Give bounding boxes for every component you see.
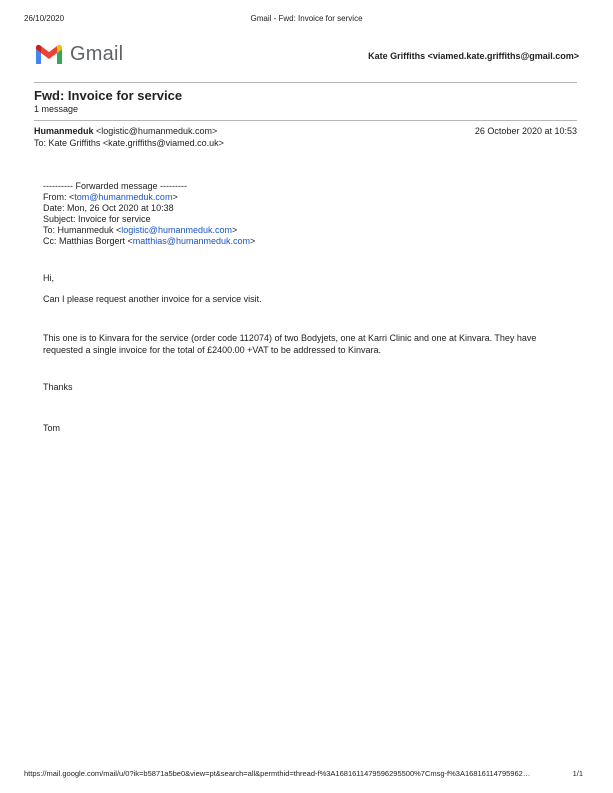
body-greeting: Hi, xyxy=(43,273,54,283)
message-to: To: Kate Griffiths <kate.griffiths@viamed.co.uk> xyxy=(34,138,224,148)
forward-cc-link[interactable]: matthias@humanmeduk.com xyxy=(132,236,250,246)
body-paragraph-1: Can I please request another invoice for a service visit. xyxy=(43,294,262,304)
forward-to-label: To: Humanmeduk < xyxy=(43,225,122,235)
message-count: 1 message xyxy=(34,104,79,114)
divider xyxy=(34,82,577,83)
sender-email: <logistic@humanmeduk.com> xyxy=(96,126,218,136)
print-title: Gmail - Fwd: Invoice for service xyxy=(250,14,363,23)
forward-cc-label: Cc: Matthias Borgert < xyxy=(43,236,133,246)
gmail-wordmark: Gmail xyxy=(70,43,124,65)
forward-from-suffix: > xyxy=(172,192,178,202)
forward-from-label: From: < xyxy=(43,192,75,202)
sender-name: Humanmeduk xyxy=(34,126,94,136)
forward-from-link[interactable]: tom@humanmeduk.com xyxy=(74,192,173,202)
body-signature: Tom xyxy=(43,423,61,433)
gmail-logo-icon xyxy=(34,43,64,66)
forward-marker: ---------- Forwarded message --------- xyxy=(43,181,187,191)
gmail-logo[interactable] xyxy=(34,43,123,66)
forward-to-link[interactable]: logistic@humanmeduk.com xyxy=(121,225,232,235)
print-page-number: 1/1 xyxy=(572,769,583,778)
print-date: 26/10/2020 xyxy=(24,14,65,23)
body-paragraph-2-line-2: requested a single invoice for the total of £2400.00 +VAT to be addressed to Kinvara. xyxy=(43,345,381,355)
account-label: Kate Griffiths <viamed.kate.griffiths@gmail.com> xyxy=(368,51,579,61)
thread-subject: Fwd: Invoice for service xyxy=(34,88,183,103)
divider xyxy=(34,120,577,121)
message-from xyxy=(34,126,217,136)
forward-to-suffix: > xyxy=(231,225,238,235)
print-footer-url: https://mail.google.com/mail/u/0?ik=b5871a5be0&view=pt&search=all&permthid=thread-f%3A1681611479596295500%7Cmsg-f%3A16816114795962… xyxy=(24,769,531,778)
forward-from xyxy=(43,192,178,202)
message-timestamp: 26 October 2020 at 10:53 xyxy=(474,126,577,136)
body-thanks: Thanks xyxy=(43,382,73,392)
forward-cc xyxy=(43,236,255,246)
forward-subject: Subject: Invoice for service xyxy=(43,214,151,224)
forward-to xyxy=(43,225,237,235)
body-paragraph-2-line-1: This one is to Kinvara for the service (order code 112074) of two Bodyjets, one at Karri Clinic and one at Kinvara. They have xyxy=(43,333,537,343)
forward-cc-suffix: > xyxy=(249,236,256,246)
forward-date: Date: Mon, 26 Oct 2020 at 10:38 xyxy=(43,203,174,213)
